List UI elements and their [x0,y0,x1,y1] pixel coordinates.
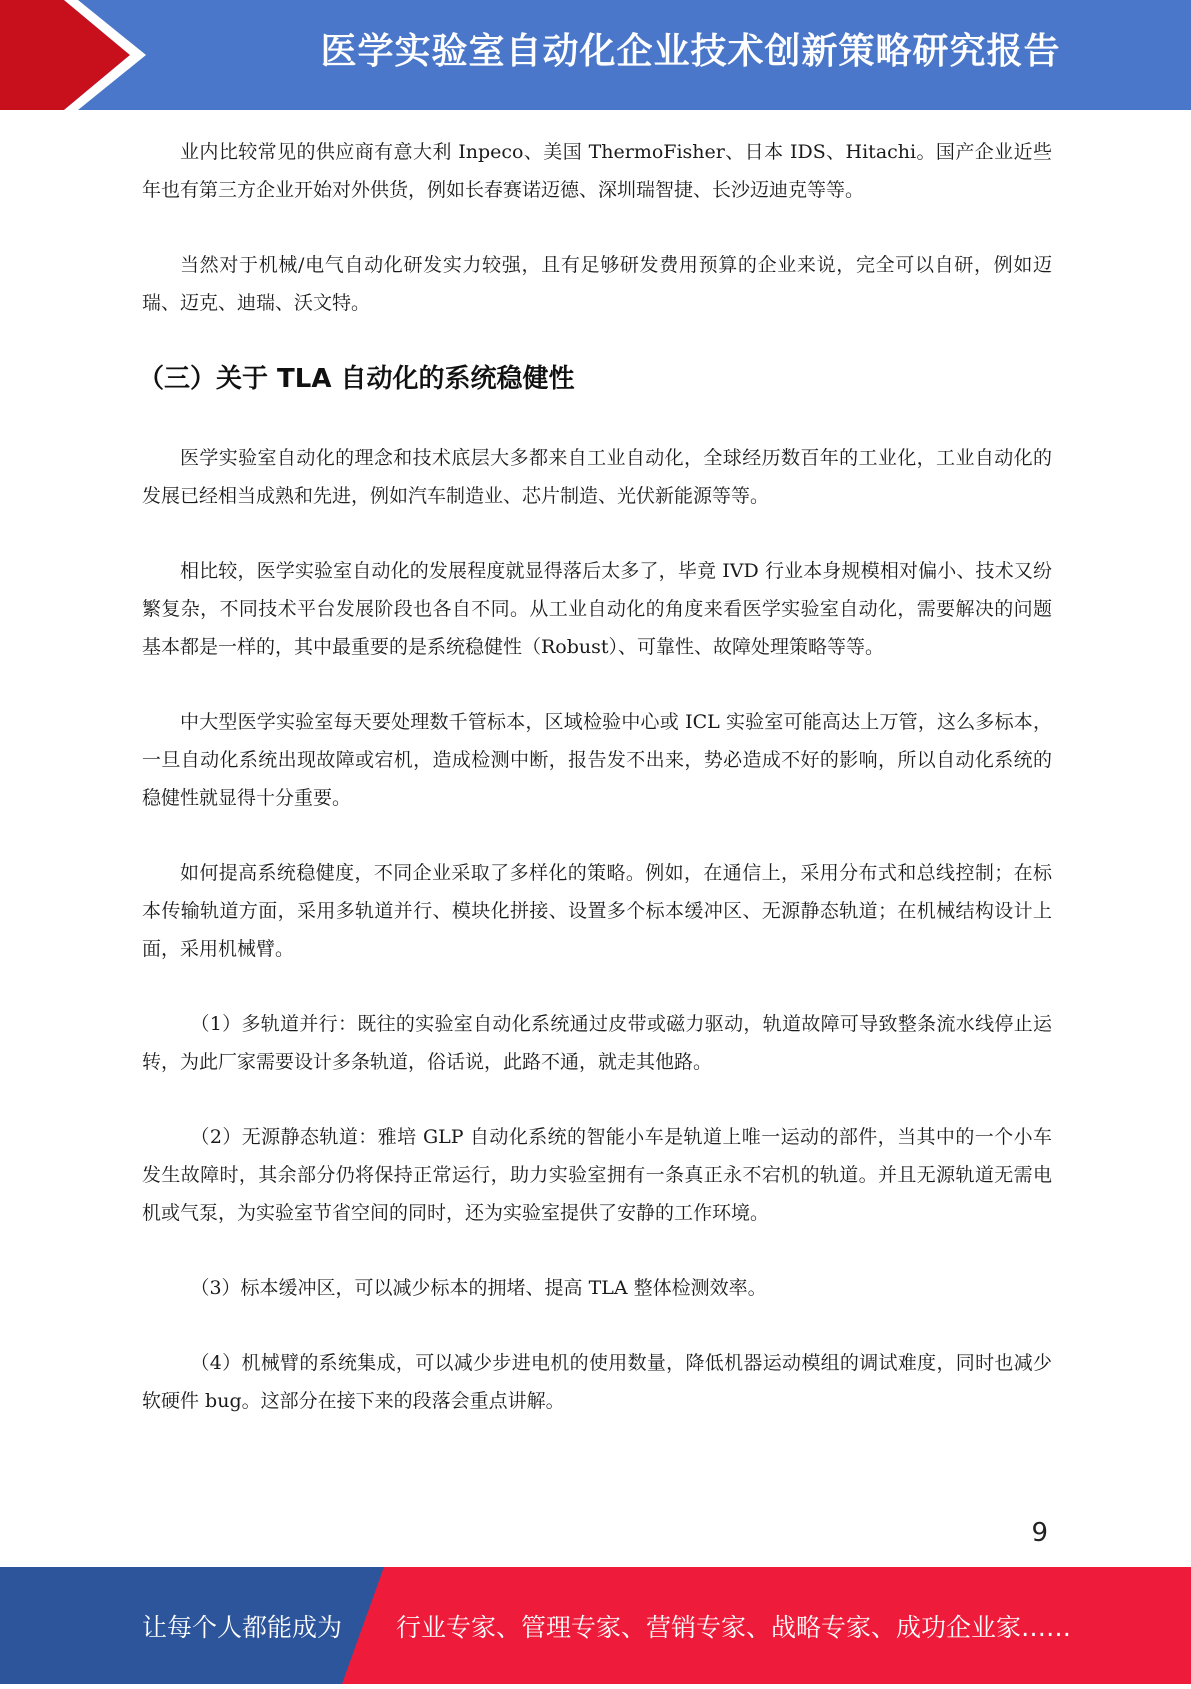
list-item: （1）多轨道并行：既往的实验室自动化系统通过皮带或磁力驱动，轨道故障可导致整条流水线停止运转，为此厂家需要设计多条轨道，俗话说，此路不通，就走其他路。 [142,1013,1052,1073]
list-item: （3）标本缓冲区，可以减少标本的拥堵、提高 TLA 整体检测效率。 [190,1277,767,1299]
list-item: （4）机械臂的系统集成，可以减少步进电机的使用数量，降低机器运动模组的调试难度，同时也减少软硬件 bug。这部分在接下来的段落会重点讲解。 [142,1352,1052,1412]
report-title: 医学实验室自动化企业技术创新策略研究报告 [320,31,1061,72]
page-footer [0,1567,1191,1684]
paragraph: 业内比较常见的供应商有意大利 Inpeco、美国 ThermoFisher、日本 IDS、Hitachi。国产企业近些年也有第三方企业开始对外供货，例如长春赛诺迈德、深圳瑞智捷、长沙迈迪克等等。 [142,141,1052,201]
section-heading: （三）关于 TLA 自动化的系统稳健性 [138,364,575,394]
red-chevron-decoration [0,0,200,110]
paragraph: 中大型医学实验室每天要处理数千管标本，区域检验中心或 ICL 实验室可能高达上万管，这么多标本，一旦自动化系统出现故障或宕机，造成检测中断，报告发不出来，势必造成不好的影响，所以自动化系统的稳健性就显得十分重要。 [142,711,1052,809]
paragraph: 相比较，医学实验室自动化的发展程度就显得落后太多了，毕竟 IVD 行业本身规模相对偏小、技术又纷繁复杂，不同技术平台发展阶段也各自不同。从工业自动化的角度来看医学实验室自动化，需要解决的问题基本都是一样的，其中最重要的是系统稳健性（Robust）、可靠性、故障处理策略等等。 [142,560,1052,658]
list-item: （2）无源静态轨道：雅培 GLP 自动化系统的智能小车是轨道上唯一运动的部件，当其中的一个小车发生故障时，其余部分仍将保持正常运行，助力实验室拥有一条真正永不宕机的轨道。并且无源轨道无需电机或气泵，为实验室节省空间的同时，还为实验室提供了安静的工作环境。 [142,1126,1052,1224]
page-number: 9 [1031,1518,1048,1548]
paragraph: 医学实验室自动化的理念和技术底层大多都来自工业自动化，全球经历数百年的工业化，工业自动化的发展已经相当成熟和先进，例如汽车制造业、芯片制造、光伏新能源等等。 [142,447,1052,507]
page-header [0,0,1191,110]
document-body [138,133,1052,1420]
footer-slogan-left: 让每个人都能成为 [142,1613,343,1642]
paragraph: 当然对于机械/电气自动化研发实力较强，且有足够研发费用预算的企业来说，完全可以自研，例如迈瑞、迈克、迪瑞、沃文特。 [142,254,1052,314]
paragraph: 如何提高系统稳健度，不同企业采取了多样化的策略。例如，在通信上，采用分布式和总线控制；在标本传输轨道方面，采用多轨道并行、模块化拼接、设置多个标本缓冲区、无源静态轨道；在机械结构设计上面，采用机械臂。 [142,862,1052,960]
footer-slogan-right: 行业专家、管理专家、营销专家、战略专家、成功企业家…… [396,1613,1072,1642]
